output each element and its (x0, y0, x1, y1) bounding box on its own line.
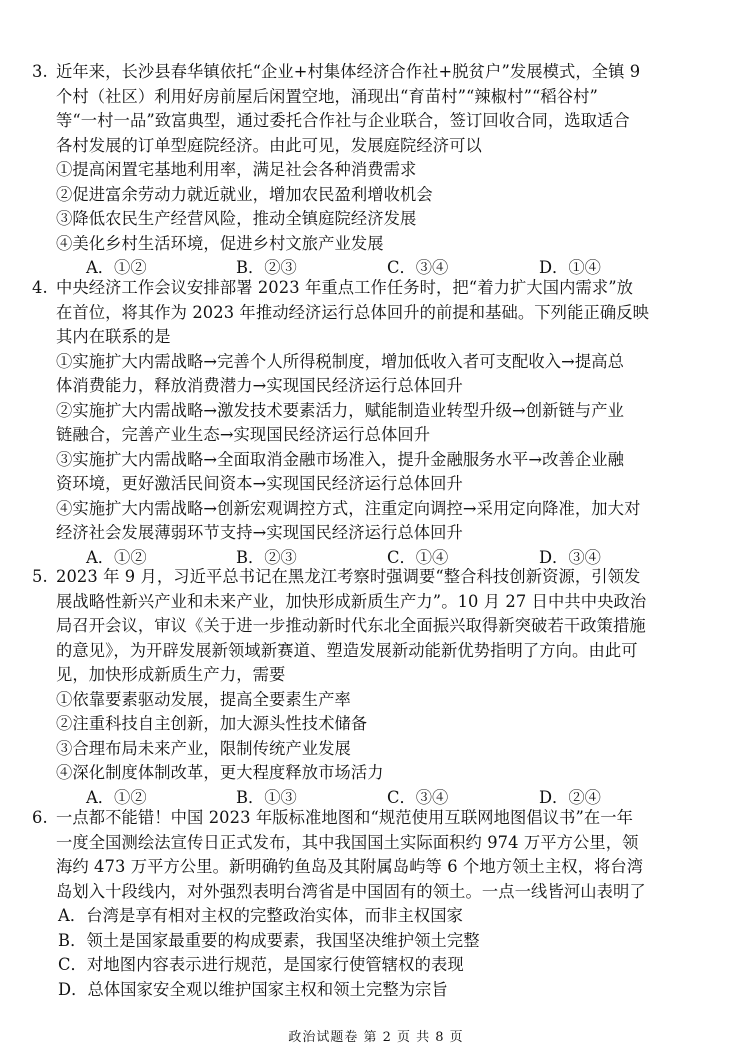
option-c[interactable]: C．对地图内容表示进行规范，是国家行使管辖权的表现 (58, 955, 464, 974)
statement: 经济社会发展薄弱环节支持→实现国民经济运行总体回升 (56, 523, 463, 542)
question-line (32, 565, 718, 590)
question-text: 见，加快形成新质生产力，需要 (56, 665, 286, 684)
question-text: 在首位，将其作为 2023 年推动经济运行总体回升的前提和基础。下列能正确反映 (56, 302, 649, 322)
question-text: 其内在联系的是 (56, 327, 171, 346)
question-6 (32, 806, 718, 1002)
option-c[interactable]: C．③④ (387, 787, 449, 807)
question-text: 等“一村一品”致富典型，通过委托合作社与企业联合，签订回收合同，选取适合 (56, 111, 630, 130)
question-text: 局召开会议，审议《关于进一步推动新时代东北全面振兴取得新突破若干政策措施 (56, 616, 646, 635)
question-line (32, 276, 718, 301)
statement: ①实施扩大内需战略→完善个人所得税制度，增加低收入者可支配收入→提高总 (56, 351, 625, 371)
question-line (32, 60, 718, 85)
option-b[interactable]: B．②③ (236, 547, 297, 567)
statement: ②实施扩大内需战略→激发技术要素活力，赋能制造业转型升级→创新链与产业 (56, 400, 625, 420)
question-text: 展战略性新兴产业和未来产业，加快形成新质生产力”。10 月 27 日中共中央政治 (56, 591, 647, 611)
question-text: 2023 年 9 月，习近平总书记在黑龙江考察时强调要“整合科技创新资源，引领发 (56, 567, 641, 586)
question-text: 岛划入十段线内，对外强烈表明台湾省是中国固有的领土。一点一线皆河山表明了 (56, 881, 646, 901)
statement: ③降低农民生产经营风险，推动全镇庭院经济发展 (56, 209, 417, 228)
question-text: 海约 473 万平方公里。新明确钓鱼岛及其附属岛屿等 6 个地方领土主权，将台湾 (56, 857, 644, 876)
question-5 (32, 565, 718, 810)
statement: ④实施扩大内需战略→创新宏观调控方式，注重定向调控→采用定向降准，加大对 (56, 498, 641, 518)
option-b[interactable]: B．②③ (236, 258, 297, 277)
statement: ④深化制度体制改革，更大程度释放市场活力 (56, 763, 384, 782)
question-number: 3. (32, 62, 48, 81)
option-a[interactable]: A．①② (86, 258, 147, 277)
option-a[interactable]: A．台湾是享有相对主权的完整政治实体，而非主权国家 (58, 906, 464, 925)
option-c[interactable]: C．③④ (387, 258, 449, 277)
statement: ①提高闲置宅基地利用率，满足社会各种消费需求 (56, 160, 417, 179)
statement: 资环境，更好激活民间资本→实现国民经济运行总体回升 (56, 474, 463, 493)
question-number: 4. (32, 278, 48, 297)
statement: ②注重科技自主创新，加大源头性技术储备 (56, 714, 368, 733)
question-text: 一点都不能错！中国 2023 年版标准地图和“规范使用互联网地图倡议书”在一年 (56, 808, 634, 827)
option-b[interactable]: B．领土是国家最重要的构成要素，我国坚决维护领土完整 (58, 930, 480, 950)
option-d[interactable]: D．③④ (539, 547, 601, 567)
question-3 (32, 60, 718, 281)
option-c[interactable]: C．①④ (387, 547, 449, 567)
option-d[interactable]: D．①④ (539, 258, 601, 277)
question-number: 5. (32, 567, 48, 586)
question-text: 近年来，长沙县春华镇依托“企业+村集体经济合作社+脱贫户”发展模式，全镇 9 (56, 62, 641, 81)
question-text: 各村发展的订单型庭院经济。由此可见，发展庭院经济可以 (56, 135, 482, 155)
question-line (32, 806, 718, 831)
statement: ①依靠要素驱动发展，提高全要素生产率 (56, 689, 351, 709)
page-footer: 政治试题卷 第 2 页 共 8 页 (288, 1030, 464, 1045)
option-d[interactable]: D．②④ (539, 787, 601, 807)
statement: 链融合，完善产业生态→实现国民经济运行总体回升 (56, 425, 431, 444)
question-text: 个村（社区）利用好房前屋后闲置空地，涌现出“育苗村”“辣椒村”“稻谷村” (56, 86, 598, 106)
statement: 体消费能力，释放消费潜力→实现国民经济运行总体回升 (56, 376, 463, 395)
statement: ③实施扩大内需战略→全面取消金融市场准入，提升金融服务水平→改善企业融 (56, 449, 625, 469)
question-text: 一度全国测绘法宣传日正式发布，其中我国国土实际面积约 974 万平方公里，领 (56, 832, 639, 852)
option-b[interactable]: B．①③ (236, 787, 297, 807)
question-text: 的意见》，为开辟发展新领域新赛道、塑造发展新动能新优势指明了方向。由此可 (56, 640, 638, 660)
statement: ②促进富余劳动力就近就业，增加农民盈利增收机会 (56, 184, 433, 204)
statement: ③合理布局未来产业，限制传统产业发展 (56, 738, 351, 758)
statement: ④美化乡村生活环境，促进乡村文旅产业发展 (56, 233, 384, 253)
option-d[interactable]: D．总体国家安全观以维护国家主权和领土完整为宗旨 (58, 979, 448, 999)
question-4 (32, 276, 718, 570)
question-text: 中央经济工作会议安排部署 2023 年重点工作任务时，把“着力扩大国内需求”放 (56, 278, 634, 297)
question-number: 6. (32, 808, 48, 827)
option-a[interactable]: A．①② (86, 787, 147, 807)
option-a[interactable]: A．①② (86, 547, 147, 567)
